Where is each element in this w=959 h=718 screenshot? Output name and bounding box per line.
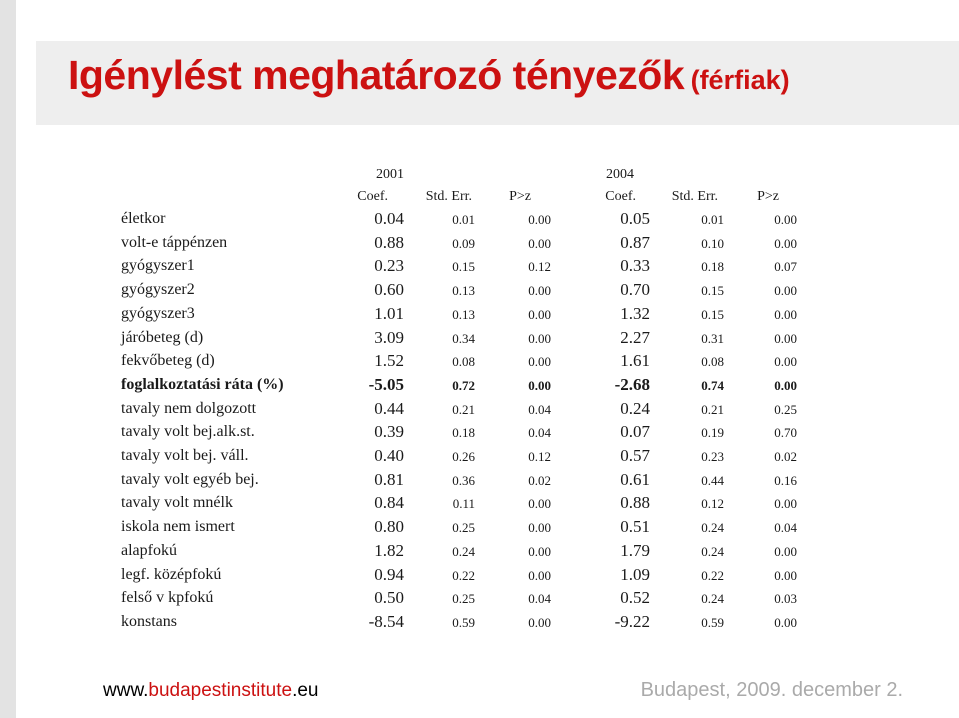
cell-s2: 0.31 <box>701 331 724 346</box>
cell-s1: 0.26 <box>452 449 475 464</box>
cell-s1: 0.15 <box>452 259 475 274</box>
header-coef-2001: Coef. <box>357 189 388 204</box>
cell-s1: 0.24 <box>452 544 475 559</box>
cell-p1: 0.12 <box>528 449 551 464</box>
row-label: gyógyszer1 <box>121 257 195 274</box>
row-label: felső v kpfokú <box>121 589 214 606</box>
cell-c2: -9.22 <box>614 612 650 631</box>
cell-s1: 0.13 <box>452 307 475 322</box>
cell-c2: 2.27 <box>620 328 650 347</box>
cell-p2: 0.00 <box>774 307 797 322</box>
cell-s1: 0.13 <box>452 283 475 298</box>
cell-c2: 1.09 <box>620 565 650 584</box>
cell-p2: 0.00 <box>774 496 797 511</box>
cell-s1: 0.21 <box>452 402 475 417</box>
header-stderr-2004: Std. Err. <box>671 189 718 204</box>
header-p-2001: P>z <box>509 189 531 204</box>
cell-c1: 0.23 <box>374 256 404 275</box>
cell-c1: 0.88 <box>374 233 404 252</box>
cell-p1: 0.00 <box>528 212 551 227</box>
cell-s1: 0.22 <box>452 568 475 583</box>
cell-c2: 0.70 <box>620 280 650 299</box>
cell-c2: 0.88 <box>620 493 650 512</box>
cell-s2: 0.22 <box>701 568 724 583</box>
cell-c1: 3.09 <box>374 328 404 347</box>
cell-c1: -8.54 <box>368 612 404 631</box>
cell-p1: 0.00 <box>528 544 551 559</box>
cell-p1: 0.00 <box>528 568 551 583</box>
cell-p1: 0.00 <box>528 378 551 393</box>
cell-p1: 0.00 <box>528 615 551 630</box>
cell-c1: 0.50 <box>374 588 404 607</box>
row-label: volt-e táppénzen <box>121 234 228 251</box>
cell-p2: 0.00 <box>774 615 797 630</box>
cell-c1: 0.39 <box>374 422 404 441</box>
cell-c1: -5.05 <box>368 375 404 394</box>
cell-c1: 0.81 <box>374 470 404 489</box>
cell-c2: 0.57 <box>620 446 650 465</box>
cell-p1: 0.02 <box>528 473 551 488</box>
cell-p2: 0.02 <box>774 449 797 464</box>
cell-p2: 0.00 <box>774 354 797 369</box>
row-label: iskola nem ismert <box>121 518 235 535</box>
cell-c2: 0.07 <box>620 422 650 441</box>
row-label: életkor <box>121 210 166 227</box>
cell-c1: 0.94 <box>374 565 404 584</box>
cell-p1: 0.00 <box>528 307 551 322</box>
cell-s1: 0.01 <box>452 212 475 227</box>
cell-s2: 0.15 <box>701 283 724 298</box>
header-year-2001: 2001 <box>376 167 404 182</box>
cell-s1: 0.34 <box>452 331 475 346</box>
cell-s2: 0.24 <box>701 591 724 606</box>
cell-s2: 0.01 <box>701 212 724 227</box>
header-year-2004: 2004 <box>606 167 634 182</box>
row-label: tavaly volt bej. váll. <box>121 447 249 464</box>
cell-s2: 0.12 <box>701 496 724 511</box>
cell-p2: 0.16 <box>774 473 797 488</box>
cell-c2: 0.52 <box>620 588 650 607</box>
row-label: járóbeteg (d) <box>121 329 204 346</box>
cell-p2: 0.00 <box>774 331 797 346</box>
cell-s2: 0.44 <box>701 473 724 488</box>
cell-c1: 0.80 <box>374 517 404 536</box>
cell-p1: 0.00 <box>528 354 551 369</box>
cell-c2: 1.79 <box>620 541 650 560</box>
cell-c2: 0.24 <box>620 399 650 418</box>
cell-c1: 0.44 <box>374 399 404 418</box>
cell-p2: 0.70 <box>774 425 797 440</box>
cell-p1: 0.00 <box>528 520 551 535</box>
cell-c1: 0.04 <box>374 209 404 228</box>
row-label: legf. középfokú <box>121 566 222 583</box>
cell-p1: 0.04 <box>528 425 551 440</box>
cell-p2: 0.25 <box>774 402 797 417</box>
cell-s1: 0.08 <box>452 354 475 369</box>
cell-p1: 0.12 <box>528 259 551 274</box>
footer-url-prefix: www. <box>103 680 149 701</box>
row-label: tavaly volt egyéb bej. <box>121 471 259 488</box>
footer-url-brand: budapestinstitute <box>148 680 293 701</box>
cell-p1: 0.00 <box>528 331 551 346</box>
cell-p2: 0.00 <box>774 283 797 298</box>
cell-s2: 0.24 <box>701 520 724 535</box>
row-label: tavaly volt mnélk <box>121 494 233 511</box>
cell-p2: 0.07 <box>774 259 797 274</box>
cell-c1: 0.84 <box>374 493 404 512</box>
cell-c2: 0.61 <box>620 470 650 489</box>
cell-p1: 0.00 <box>528 236 551 251</box>
footer-url-suffix: .eu <box>292 680 319 701</box>
row-label: alapfokú <box>121 542 177 559</box>
cell-c2: 1.32 <box>620 304 650 323</box>
cell-s2: 0.15 <box>701 307 724 322</box>
cell-s1: 0.09 <box>452 236 475 251</box>
header-p-2004: P>z <box>757 189 779 204</box>
cell-p1: 0.04 <box>528 591 551 606</box>
cell-p2: 0.04 <box>774 520 797 535</box>
cell-c1: 1.82 <box>374 541 404 560</box>
header-coef-2004: Coef. <box>605 189 636 204</box>
row-label: konstans <box>121 613 177 630</box>
title-sub: (férfiak) <box>690 65 790 95</box>
cell-s1: 0.72 <box>452 378 475 393</box>
cell-c1: 0.40 <box>374 446 404 465</box>
cell-c1: 0.60 <box>374 280 404 299</box>
cell-s1: 0.11 <box>452 496 475 511</box>
row-label: foglalkoztatási ráta (%) <box>121 376 284 393</box>
cell-p2: 0.00 <box>774 378 797 393</box>
cell-p2: 0.03 <box>774 591 797 606</box>
footer-date: Budapest, 2009. december 2. <box>640 679 903 701</box>
cell-p1: 0.04 <box>528 402 551 417</box>
row-label: gyógyszer3 <box>121 305 195 322</box>
row-label: gyógyszer2 <box>121 281 195 298</box>
cell-s2: 0.74 <box>701 378 724 393</box>
cell-c2: 0.51 <box>620 517 650 536</box>
cell-c2: 0.33 <box>620 256 650 275</box>
cell-c2: 0.87 <box>620 233 650 252</box>
cell-p1: 0.00 <box>528 283 551 298</box>
cell-p2: 0.00 <box>774 568 797 583</box>
cell-s2: 0.21 <box>701 402 724 417</box>
row-label: fekvőbeteg (d) <box>121 352 215 369</box>
cell-s1: 0.18 <box>452 425 475 440</box>
cell-s2: 0.23 <box>701 449 724 464</box>
cell-s1: 0.59 <box>452 615 475 630</box>
cell-s1: 0.25 <box>452 520 475 535</box>
header-stderr-2001: Std. Err. <box>425 189 472 204</box>
cell-p2: 0.00 <box>774 236 797 251</box>
title-main: Igénylést meghatározó tényezők <box>68 52 685 98</box>
row-label: tavaly volt bej.alk.st. <box>121 423 255 440</box>
cell-s1: 0.25 <box>452 591 475 606</box>
cell-s2: 0.19 <box>701 425 724 440</box>
cell-c1: 1.52 <box>374 351 404 370</box>
cell-c2: 1.61 <box>620 351 650 370</box>
row-label: tavaly nem dolgozott <box>121 400 257 417</box>
cell-p1: 0.00 <box>528 496 551 511</box>
cell-s2: 0.10 <box>701 236 724 251</box>
cell-s2: 0.18 <box>701 259 724 274</box>
cell-s2: 0.59 <box>701 615 724 630</box>
cell-c1: 1.01 <box>374 304 404 323</box>
cell-s2: 0.08 <box>701 354 724 369</box>
cell-s2: 0.24 <box>701 544 724 559</box>
cell-s1: 0.36 <box>452 473 475 488</box>
cell-c2: 0.05 <box>620 209 650 228</box>
cell-p2: 0.00 <box>774 544 797 559</box>
cell-c2: -2.68 <box>614 375 650 394</box>
footer-url <box>103 680 319 702</box>
cell-p2: 0.00 <box>774 212 797 227</box>
